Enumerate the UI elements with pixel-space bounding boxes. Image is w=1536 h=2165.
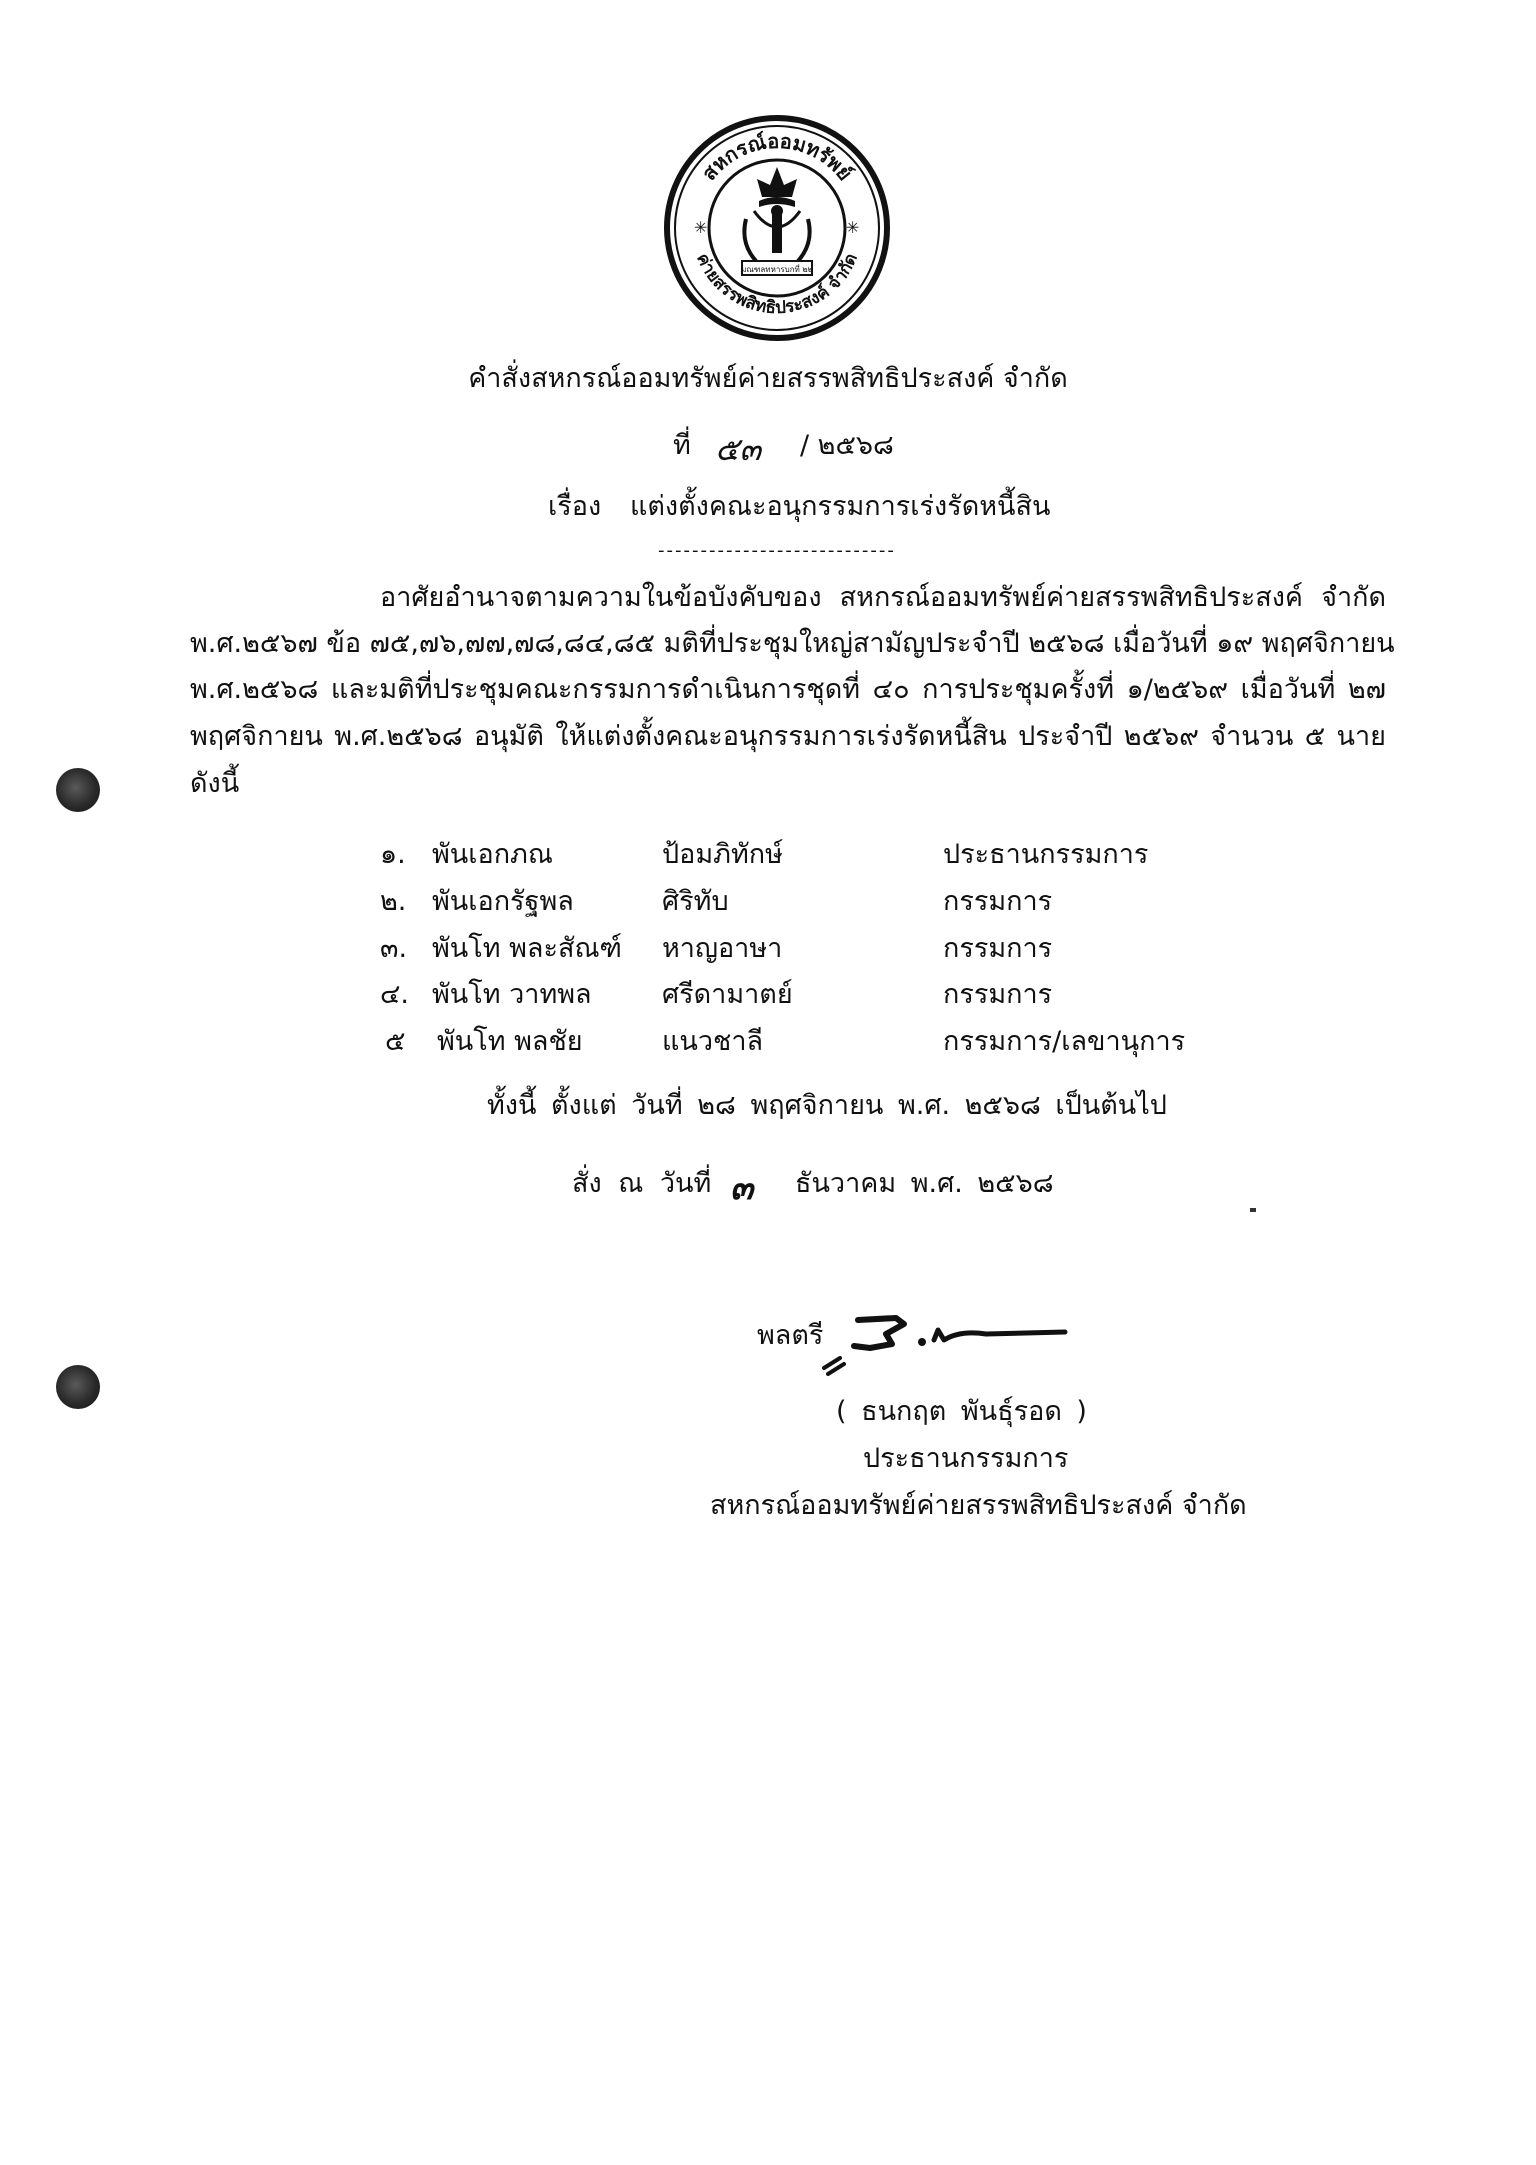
punch-hole-top: [56, 768, 100, 812]
svg-text:✳: ✳: [846, 218, 860, 237]
member-role: กรรมการ: [943, 933, 1053, 964]
svg-text:✳: ✳: [694, 218, 708, 237]
subject-text: แต่งตั้งคณะอนุกรรมการเร่งรัดหนี้สิน: [630, 491, 1051, 522]
member-last-name: ศิริทับ: [662, 886, 729, 917]
punch-hole-bottom: [56, 1365, 100, 1409]
ordered-day-handwritten: ๓: [730, 1168, 754, 1208]
signature-scribble: [810, 1300, 1070, 1380]
stray-mark: [1250, 1208, 1256, 1212]
subject-label: เรื่อง: [548, 491, 602, 522]
signatory-position: ประธานกรรมการ: [863, 1443, 1069, 1474]
member-first-name: พันโท พละสัณฑ์: [432, 933, 622, 964]
member-first-name: พันเอกภณ: [432, 839, 553, 870]
svg-text:ค่ายสรรพสิทธิประสงค์ จำกัด: ค่ายสรรพสิทธิประสงค์ จำกัด: [692, 250, 862, 319]
signatory-name: ( ธนกฤต พันธุ์รอด ): [836, 1396, 1087, 1427]
effective-date: ทั้งนี้ ตั้งแต่ วันที่ ๒๘ พฤศจิกายน พ.ศ. ๒๕๖๘ เป็นต้นไป: [487, 1090, 1167, 1121]
body-line-5: ดังนี้: [190, 768, 240, 799]
signature-rank: พลตรี: [757, 1320, 824, 1351]
order-number-prefix: ที่: [673, 430, 691, 461]
member-last-name: ศรีดามาตย์: [662, 979, 793, 1010]
member-first-name: พันโท วาทพล: [432, 979, 592, 1010]
ordered-date-prefix: สั่ง ณ วันที่: [572, 1168, 712, 1199]
member-number: ๔.: [380, 979, 410, 1010]
svg-text:สหกรณ์ออมทรัพย์: สหกรณ์ออมทรัพย์: [696, 128, 858, 185]
header-divider: ----------------------------: [658, 540, 896, 561]
member-first-name: พันเอกรัฐพล: [432, 886, 574, 917]
order-number-handwritten: ๕๓: [715, 430, 762, 468]
body-line-1: อาศัยอำนาจตามความในข้อบังคับของ สหกรณ์ออมทรัพย์ค่ายสรรพสิทธิประสงค์ จำกัด: [380, 582, 1386, 613]
member-role: กรรมการ: [943, 979, 1053, 1010]
member-role: กรรมการ/เลขานุการ: [943, 1026, 1186, 1057]
ordered-date-rest: ธันวาคม พ.ศ. ๒๕๖๘: [795, 1168, 1054, 1199]
member-role: ประธานกรรมการ: [943, 839, 1149, 870]
member-role: กรรมการ: [943, 886, 1053, 917]
signatory-organization: สหกรณ์ออมทรัพย์ค่ายสรรพสิทธิประสงค์ จำกัด: [710, 1490, 1247, 1521]
member-number: ๑.: [380, 839, 406, 870]
svg-text:มณฑลทหารบกที่ ๒๒: มณฑลทหารบกที่ ๒๒: [741, 265, 813, 274]
order-title: คำสั่งสหกรณ์ออมทรัพย์ค่ายสรรพสิทธิประสงค์ จำกัด: [468, 363, 1068, 394]
cooperative-seal: [664, 115, 890, 341]
member-last-name: ป้อมภิทักษ์: [662, 839, 783, 870]
member-number: ๕: [385, 1026, 406, 1057]
member-last-name: หาญอาษา: [662, 933, 783, 964]
member-last-name: แนวชาลี: [662, 1026, 764, 1057]
member-first-name: พันโท พลชัย: [437, 1026, 583, 1057]
member-number: ๒.: [380, 886, 407, 917]
body-line-2: พ.ศ.๒๕๖๗ ข้อ ๗๕,๗๖,๗๗,๗๘,๘๔,๘๕ มติที่ประชุมใหญ่สามัญประจำปี ๒๕๖๘ เมื่อวันที่ ๑๙ พฤศจิกายน: [190, 628, 1395, 659]
body-line-3: พ.ศ.๒๕๖๘ และมติที่ประชุมคณะกรรมการดำเนินการชุดที่ ๔๐ การประชุมครั้งที่ ๑/๒๕๖๙ เมื่อวันที่ ๒๗: [190, 674, 1386, 705]
member-number: ๓.: [380, 933, 408, 964]
body-line-4: พฤศจิกายน พ.ศ.๒๕๖๘ อนุมัติ ให้แต่งตั้งคณะอนุกรรมการเร่งรัดหนี้สิน ประจำปี ๒๕๖๙ จำนวน ๕ นาย: [190, 721, 1386, 752]
order-number-year: / ๒๕๖๘: [800, 430, 894, 461]
